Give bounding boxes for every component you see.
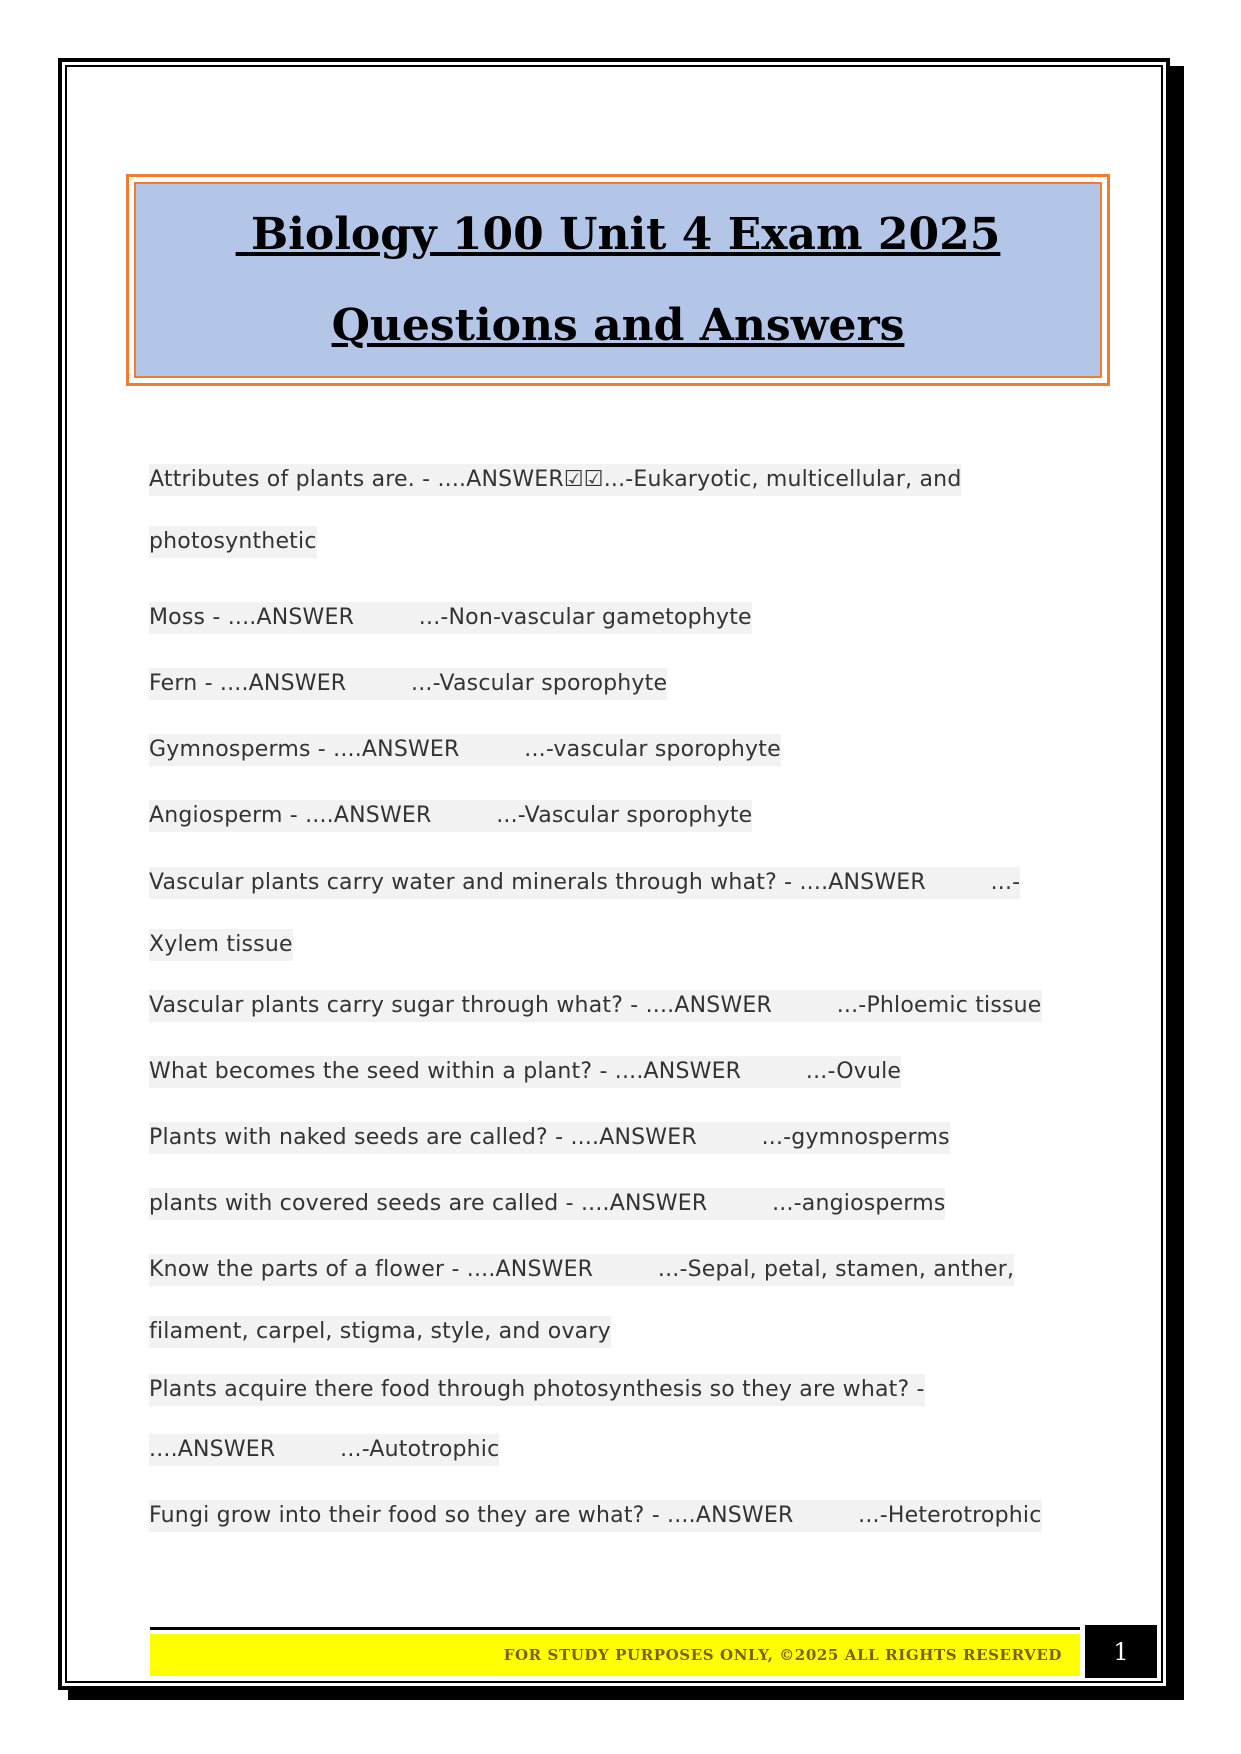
qa-line: Vascular plants carry sugar through what? - ....ANSWER ...-Phloemic tissue — [149, 990, 1042, 1022]
qa-line: Fern - ....ANSWER ...-Vascular sporophyte — [149, 668, 667, 700]
qa-line: Xylem tissue — [149, 929, 293, 961]
footer-copyright: FOR STUDY PURPOSES ONLY, ©2025 ALL RIGHTS RESERVED — [503, 1646, 1062, 1664]
qa-line: Plants acquire there food through photosynthesis so they are what? - — [149, 1374, 925, 1406]
page-number: 1 — [1113, 1637, 1129, 1666]
title-panel — [134, 182, 1102, 378]
footer-rule — [150, 1627, 1080, 1630]
qa-line: ....ANSWER ...-Autotrophic — [149, 1434, 499, 1466]
qa-line: Fungi grow into their food so they are what? - ....ANSWER ...-Heterotrophic — [149, 1500, 1042, 1532]
document-subtitle: Questions and Answers — [331, 300, 905, 351]
qa-line: What becomes the seed within a plant? - ....ANSWER ...-Ovule — [149, 1056, 901, 1088]
qa-line: Angiosperm - ....ANSWER ...-Vascular sporophyte — [149, 800, 752, 832]
qa-line: Vascular plants carry water and minerals through what? - ....ANSWER ...- — [149, 867, 1020, 899]
qa-line: plants with covered seeds are called - ....ANSWER ...-angiosperms — [149, 1188, 945, 1220]
page-number-box — [1085, 1625, 1157, 1678]
qa-line: Moss - ....ANSWER ...-Non-vascular gametophyte — [149, 602, 752, 634]
qa-line: photosynthetic — [149, 526, 317, 558]
qa-line: filament, carpel, stigma, style, and ovary — [149, 1316, 611, 1348]
qa-line: Plants with naked seeds are called? - ....ANSWER ...-gymnosperms — [149, 1122, 950, 1154]
qa-line: Know the parts of a flower - ....ANSWER ...-Sepal, petal, stamen, anther, — [149, 1254, 1014, 1286]
document-title: Biology 100 Unit 4 Exam 2025 — [235, 209, 1001, 260]
title-box — [126, 174, 1110, 386]
footer-bar — [150, 1634, 1080, 1676]
qa-line: Gymnosperms - ....ANSWER ...-vascular sporophyte — [149, 734, 781, 766]
qa-line: Attributes of plants are. - ....ANSWER☑☑...-Eukaryotic, multicellular, and — [149, 464, 961, 496]
